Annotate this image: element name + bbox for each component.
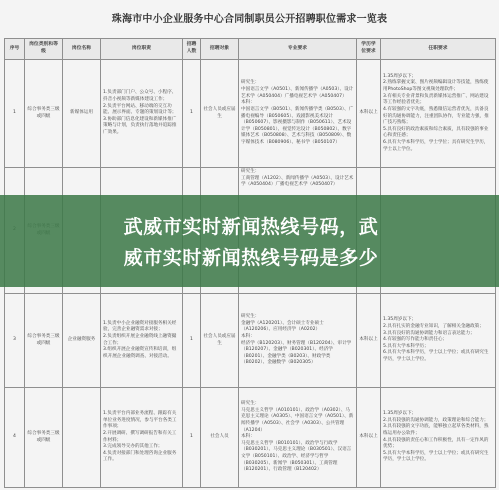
cell-major [239,294,357,388]
cell-name: 新媒体运用 [63,60,101,168]
req-line: 1.35周岁以下； [383,73,417,79]
cell-reqs [381,388,496,488]
table-row [5,388,496,488]
major-line: 研究生： [241,400,260,406]
req-line: 1.35周岁以下； [383,410,417,416]
major-line: 马克思主义哲学（B010101）、政治学与行政学（B030201）、马克思主义理论（B030501）、汉语言文学（B050101）、政治学、经济学与哲学（B030205）、新闻学（B050301）、工商管理（B120201）、行政管理（B120402） [241,440,352,473]
banner-line-1: 武威市实时新闻热线号码，武 [123,216,379,238]
duty-line: 1.负责部门门户、公众号、小程序、抖音小视频等新媒体建设工作； [103,90,177,102]
duty-line: 4.负责对接部门和处理咨询企业服务工作。 [103,450,177,463]
major-line: 研究生： [241,313,260,319]
req-line: 3.具有良好的沟通协调能力和语言表达能力； [383,330,475,336]
major-line: 金融学（A120201）、会计硕士专业硕士（A120206）、应用经济学（A0202） [241,320,324,333]
major-line: 研究生： [241,80,260,86]
banner-line-2: 威市实时新闻热线号码是多少 [123,247,379,269]
cell-category: 综合事务类三级或四级 [25,60,63,168]
cell-category: 综合事务类三级或四级 [25,294,63,388]
header-reqs: 任职要求 [381,39,496,60]
cell-duties [101,388,183,488]
header-major: 专业要求 [239,39,357,60]
cell-reqs [381,294,496,388]
cell-degree: 本科以上 [357,60,381,168]
duty-line: 2.开展调研、撰写调研报告和有关工作材料； [103,430,177,443]
cell-count: 1 [183,294,201,388]
req-line: 1.35周岁以下； [383,317,417,323]
major-line: 本科： [241,100,255,106]
cell-count: 1 [183,388,201,488]
cell-degree: 本科以上 [357,294,381,388]
req-line: 6.具有大学本科学历，学士学位；具有研究生学历，学士以上学位。 [383,140,489,152]
req-line: 5.具有大学本科学历； [383,343,429,349]
duty-line: 1.负责平台内部业务流程、跟踪有关单位业务进度情况，参与平台各类工作事项； [103,410,177,430]
cell-degree: 本科以上 [357,388,381,488]
req-line: 4.有较强的写作能力和责任心； [383,337,448,343]
header-count: 招聘人数 [183,39,201,60]
major-line: 本科： [241,434,255,440]
table-row [5,60,496,168]
cell-duties [101,60,183,168]
duty-line: 2.负责组织开展企业融资线上融资撮合工作； [103,333,177,346]
cell-target: 社会人员或应届生 [201,60,239,168]
header-name: 岗位名称 [63,39,101,60]
cell-target: 社会人员 [201,388,239,488]
major-line: 经济学（B120203）、财务管理（B120204）、审计学（B120207）、金融学（B020301）、经济学（B0201）、金融学类（B0203）、财政学类（B0202）、金融数学（B020305） [241,340,352,366]
cell-major [239,388,357,488]
cell-name: 企业融资服务 [63,294,101,388]
header-degree: 学历学位要求 [357,39,381,60]
duty-line: 3.完成领导交办的其他工作； [103,444,163,450]
req-line: 2.熟练掌握文案、图片视频编辑设计等技能，熟练使用PhotoShop等图文视频处理软件； [383,80,489,92]
req-line: 6.具有大学本科学历，学士以上学位；或具有研究生学历，学士以上学位。 [383,350,489,363]
header-target: 招聘对象 [201,39,239,60]
major-line: 本科： [241,333,255,339]
duty-line: 2.负责平台网站、移动端的交互功能、展示界面、专题的策划设计等； [103,103,177,116]
major-line: 中国语言文学（A0501）、新闻传播学（A0503）、设计艺术学（A050404）广播电视艺术学（A050407） [241,86,354,99]
header-category: 岗位类别和等级 [25,39,63,60]
cell-count: 1 [183,60,201,168]
overlay-banner-text [20,212,482,274]
major-line: 马克思主义哲学（A010101）、政治学（A0302）、马克思主义理论（A0305）、中国语言文学（A0501）、新闻传播学（A0503）、社会学（A0303）、公共管理（A1204） [241,407,354,433]
cell-category: 综合事务类三级或四级 [25,388,63,488]
table-header-row [5,39,496,60]
req-line: 4.有较强的文字功底，熟悉微信运营者优先，具备良好的沟通协调能力，注重团队协作，专业能力强，推广技巧熟练； [383,106,489,126]
req-line: 3.有相关专业背景和负责新媒体运营推广、网站建设等工作经验者优先； [383,93,489,106]
header-duties: 岗位职责 [101,39,183,60]
header-no: 序号 [5,39,25,60]
req-line: 5.具有良好的政治素质和综合素质，具有较强的事业心和责任感； [383,126,489,139]
major-line: 中国语言文学（B0501）、新闻传播学类（B0503）、广播电视编导（B050605）、戏剧影视美术设计（B050607）、影视摄影与制作（B050611）、艺术设计学（B050801）、视觉传达设计（B050802）、数字媒体艺术（B050808）、艺术与科技（B050809）、数字媒体技术（B080906）、秘书学（B050107） [241,106,354,146]
duty-line: 3.组织开展企业融资宣传和培训，组织开展企业融资调查、对接活动。 [103,347,177,359]
req-line: 3.具有较强的文字功底，能够独立起草各类材料，熟练运用办公软件； [383,424,489,436]
cell-major [239,60,357,168]
req-line: 2.具有较强的沟通协调能力，政策理论和综合能力； [383,417,489,423]
cell-no: 1 [5,60,25,168]
duty-line: 3.协助部门信息化建设和新媒体推广策略与计划，负责执行落地并追踪推广效果。 [103,116,177,136]
req-line: 2.具有扎实的金融专业知识，了解相关金融政策； [383,323,484,329]
cell-reqs [381,60,496,168]
cell-name [63,388,101,488]
cell-no: 4 [5,388,25,488]
cell-no: 3 [5,294,25,388]
document-title: 珠海市中小企业服务中心合同制职员公开招聘职位需求一览表 [111,14,388,25]
req-line: 4.具有较强的责任心和工作积极性，具有一定作风的优势； [383,437,489,450]
cell-target: 社会人员或应届生 [201,294,239,388]
major-line: 研究生： [241,169,260,174]
req-line: 5.具有大学本科学历，学士以上学位；或具有研究生学历，学士以上学位。 [383,450,489,463]
cell-duties [101,294,183,388]
duty-line: 1.负责中小企业融资对接服务相关经验，完善企业融资需求对接； [103,320,177,333]
table-row [5,294,496,388]
major-line: 工商管理（A1202）、新闻传播学（A0503）、设计艺术学（A050404）广播电视艺术学（A050407） [241,175,354,188]
